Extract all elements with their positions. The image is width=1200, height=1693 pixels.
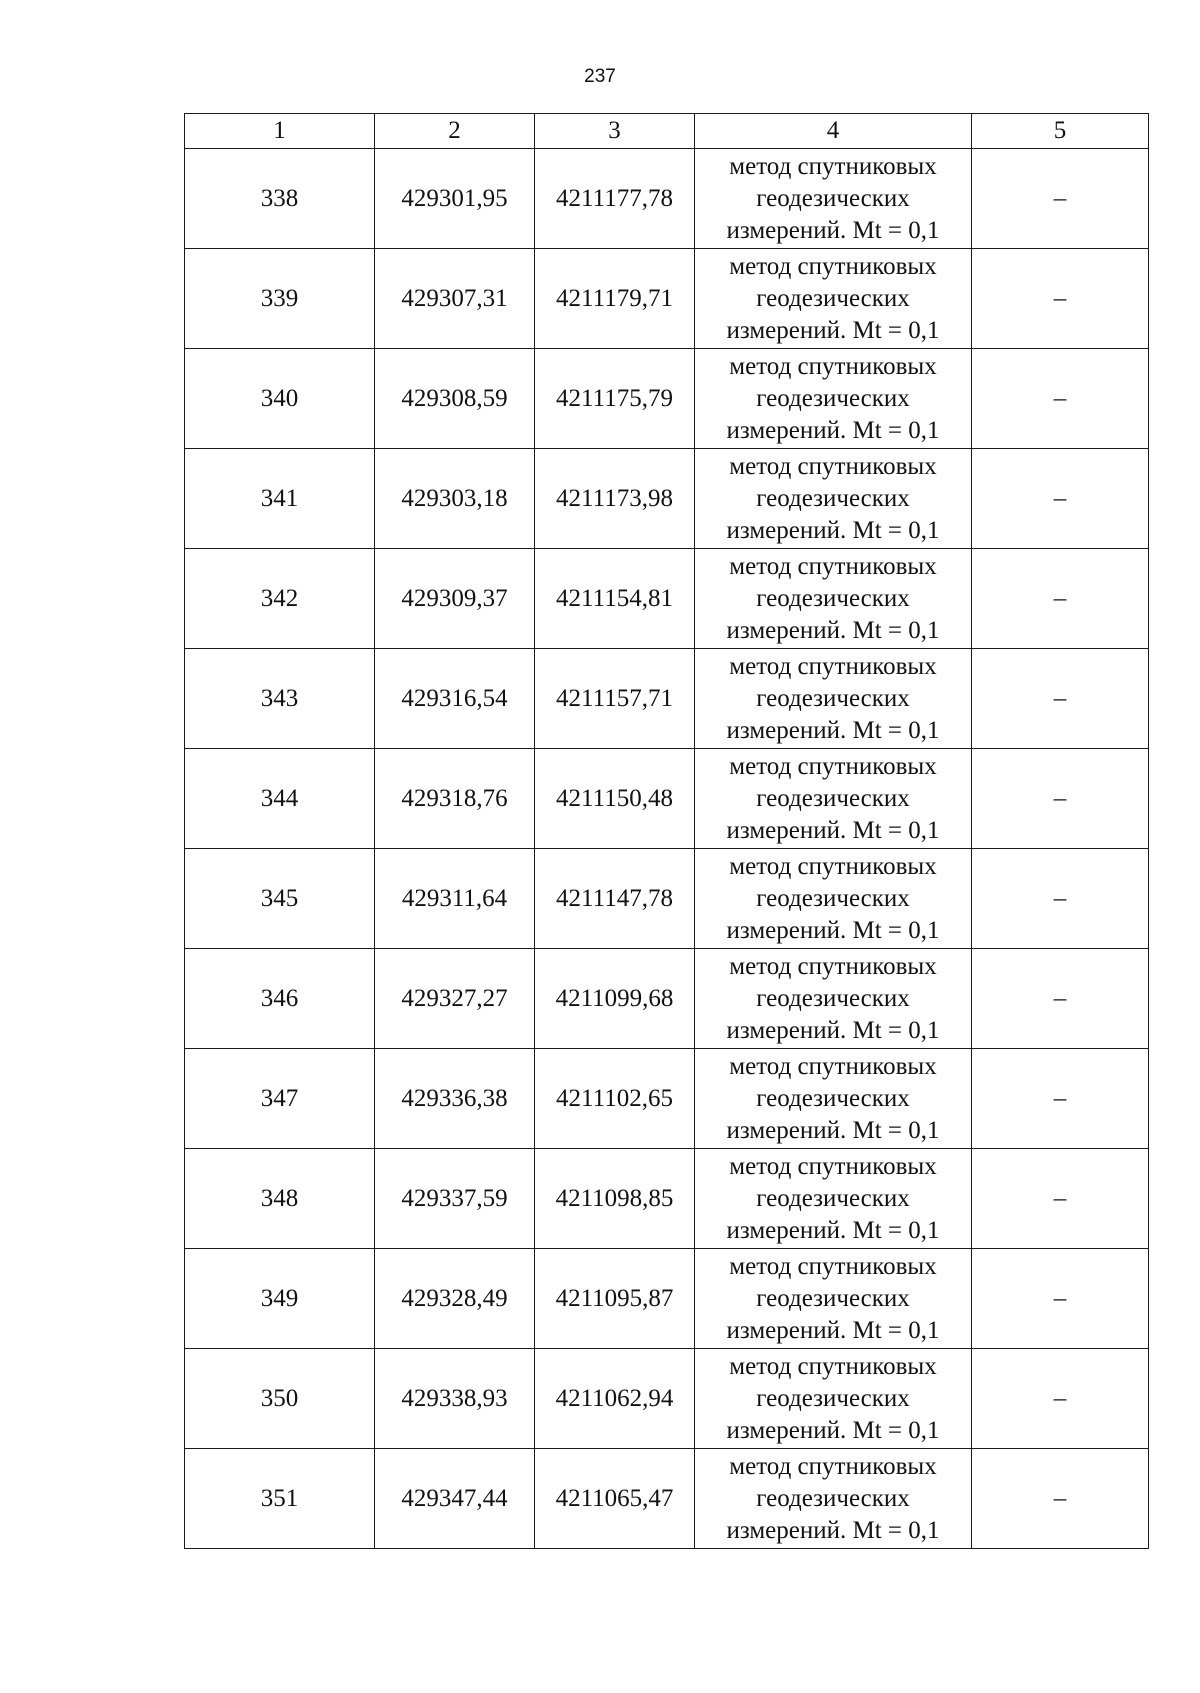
table-row xyxy=(185,749,1149,849)
x-coordinate-cell: 429308,59 xyxy=(375,349,535,449)
y-coordinate-cell: 4211098,85 xyxy=(535,1149,695,1249)
point-cell: 347 xyxy=(185,1049,375,1149)
method-cell xyxy=(695,1149,972,1249)
y-coordinate-cell: 4211099,68 xyxy=(535,949,695,1049)
note-cell: – xyxy=(972,749,1149,849)
method-cell xyxy=(695,1249,972,1349)
x-coordinate-cell: 429301,95 xyxy=(375,149,535,249)
note-cell: – xyxy=(972,949,1149,1049)
method-text: метод спутниковых геодезических измерений. Mt = 0,1 xyxy=(726,452,940,544)
point-cell: 348 xyxy=(185,1149,375,1249)
method-cell xyxy=(695,849,972,949)
coordinates-table xyxy=(184,113,1149,1549)
column-header-2: 2 xyxy=(375,114,535,149)
table-row xyxy=(185,449,1149,549)
method-text: метод спутниковых геодезических измерений. Mt = 0,1 xyxy=(726,1052,940,1144)
column-header-5: 5 xyxy=(972,114,1149,149)
table-row xyxy=(185,1449,1149,1549)
note-cell: – xyxy=(972,349,1149,449)
point-cell: 349 xyxy=(185,1249,375,1349)
x-coordinate-cell: 429347,44 xyxy=(375,1449,535,1549)
method-text: метод спутниковых геодезических измерений. Mt = 0,1 xyxy=(726,1152,940,1244)
method-text: метод спутниковых геодезических измерений. Mt = 0,1 xyxy=(726,152,940,244)
note-cell: – xyxy=(972,1149,1149,1249)
note-cell: – xyxy=(972,149,1149,249)
note-cell: – xyxy=(972,249,1149,349)
table-row xyxy=(185,1049,1149,1149)
y-coordinate-cell: 4211154,81 xyxy=(535,549,695,649)
x-coordinate-cell: 429311,64 xyxy=(375,849,535,949)
method-text: метод спутниковых геодезических измерений. Mt = 0,1 xyxy=(726,1452,940,1544)
point-cell: 341 xyxy=(185,449,375,549)
x-coordinate-cell: 429338,93 xyxy=(375,1349,535,1449)
method-cell xyxy=(695,1349,972,1449)
y-coordinate-cell: 4211095,87 xyxy=(535,1249,695,1349)
method-text: метод спутниковых геодезических измерений. Mt = 0,1 xyxy=(726,352,940,444)
table-row xyxy=(185,1149,1149,1249)
note-cell: – xyxy=(972,449,1149,549)
point-cell: 339 xyxy=(185,249,375,349)
note-cell: – xyxy=(972,649,1149,749)
y-coordinate-cell: 4211177,78 xyxy=(535,149,695,249)
method-text: метод спутниковых геодезических измерений. Mt = 0,1 xyxy=(726,952,940,1044)
y-coordinate-cell: 4211173,98 xyxy=(535,449,695,549)
method-cell xyxy=(695,449,972,549)
point-cell: 346 xyxy=(185,949,375,1049)
y-coordinate-cell: 4211150,48 xyxy=(535,749,695,849)
table-row xyxy=(185,949,1149,1049)
x-coordinate-cell: 429307,31 xyxy=(375,249,535,349)
x-coordinate-cell: 429327,27 xyxy=(375,949,535,1049)
note-cell: – xyxy=(972,1449,1149,1549)
table-header-row xyxy=(185,114,1149,149)
table-row xyxy=(185,249,1149,349)
method-text: метод спутниковых геодезических измерений. Mt = 0,1 xyxy=(726,652,940,744)
point-cell: 345 xyxy=(185,849,375,949)
method-cell xyxy=(695,249,972,349)
y-coordinate-cell: 4211179,71 xyxy=(535,249,695,349)
x-coordinate-cell: 429328,49 xyxy=(375,1249,535,1349)
method-cell xyxy=(695,1049,972,1149)
note-cell: – xyxy=(972,849,1149,949)
point-cell: 351 xyxy=(185,1449,375,1549)
x-coordinate-cell: 429337,59 xyxy=(375,1149,535,1249)
method-text: метод спутниковых геодезических измерений. Mt = 0,1 xyxy=(726,752,940,844)
page-number: 237 xyxy=(584,66,616,87)
method-text: метод спутниковых геодезических измерений. Mt = 0,1 xyxy=(726,1252,940,1344)
x-coordinate-cell: 429303,18 xyxy=(375,449,535,549)
x-coordinate-cell: 429318,76 xyxy=(375,749,535,849)
table-body xyxy=(185,149,1149,1549)
method-cell xyxy=(695,1449,972,1549)
y-coordinate-cell: 4211062,94 xyxy=(535,1349,695,1449)
point-cell: 342 xyxy=(185,549,375,649)
table-row xyxy=(185,349,1149,449)
method-text: метод спутниковых геодезических измерений. Mt = 0,1 xyxy=(726,252,940,344)
column-header-4: 4 xyxy=(695,114,972,149)
y-coordinate-cell: 4211102,65 xyxy=(535,1049,695,1149)
method-text: метод спутниковых геодезических измерений. Mt = 0,1 xyxy=(726,552,940,644)
method-cell xyxy=(695,949,972,1049)
note-cell: – xyxy=(972,549,1149,649)
x-coordinate-cell: 429336,38 xyxy=(375,1049,535,1149)
note-cell: – xyxy=(972,1349,1149,1449)
y-coordinate-cell: 4211175,79 xyxy=(535,349,695,449)
table-row xyxy=(185,649,1149,749)
x-coordinate-cell: 429316,54 xyxy=(375,649,535,749)
x-coordinate-cell: 429309,37 xyxy=(375,549,535,649)
note-cell: – xyxy=(972,1049,1149,1149)
point-cell: 350 xyxy=(185,1349,375,1449)
table-row xyxy=(185,149,1149,249)
method-text: метод спутниковых геодезических измерений. Mt = 0,1 xyxy=(726,852,940,944)
column-header-1: 1 xyxy=(185,114,375,149)
method-cell xyxy=(695,149,972,249)
y-coordinate-cell: 4211157,71 xyxy=(535,649,695,749)
point-cell: 340 xyxy=(185,349,375,449)
method-text: метод спутниковых геодезических измерений. Mt = 0,1 xyxy=(726,1352,940,1444)
table-row xyxy=(185,849,1149,949)
table-row xyxy=(185,1349,1149,1449)
table-row xyxy=(185,1249,1149,1349)
point-cell: 343 xyxy=(185,649,375,749)
method-cell xyxy=(695,649,972,749)
note-cell: – xyxy=(972,1249,1149,1349)
method-cell xyxy=(695,349,972,449)
table-row xyxy=(185,549,1149,649)
y-coordinate-cell: 4211147,78 xyxy=(535,849,695,949)
point-cell: 344 xyxy=(185,749,375,849)
column-header-3: 3 xyxy=(535,114,695,149)
point-cell: 338 xyxy=(185,149,375,249)
method-cell xyxy=(695,749,972,849)
method-cell xyxy=(695,549,972,649)
y-coordinate-cell: 4211065,47 xyxy=(535,1449,695,1549)
